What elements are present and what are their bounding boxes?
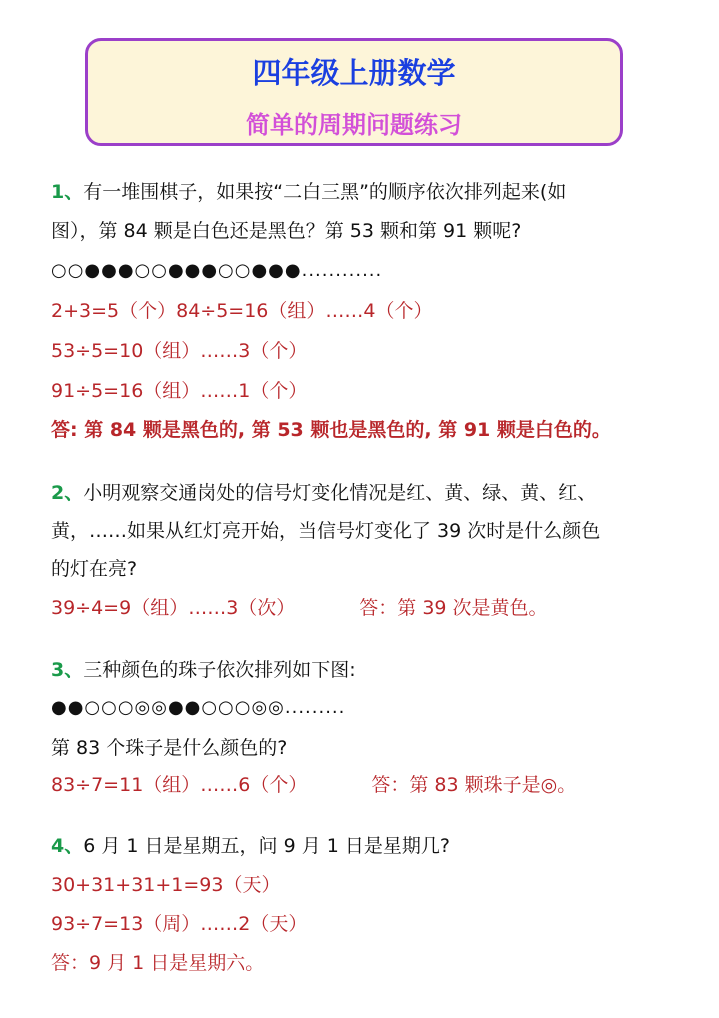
q1-answer: 答: 第 84 颗是黑色的, 第 53 颗也是黑色的, 第 91 颗是白色的。: [51, 419, 611, 441]
q3-solution-line: [51, 773, 576, 797]
q2-question-part-1: 小明观察交通岗处的信号灯变化情况是红、黄、绿、黄、红、: [83, 482, 597, 504]
q3-number: 3、: [51, 659, 84, 681]
q3-answer: 答：第 83 颗珠子是◎。: [371, 774, 577, 796]
q1-text-line-1: [51, 180, 566, 204]
q2-number: 2、: [51, 482, 84, 504]
q3-calc: 83÷7=11（组）……6（个）: [51, 774, 308, 796]
q2-question-part-2: 黄，……如果从红灯亮开始，当信号灯变化了 39 次时是什么颜色: [51, 520, 601, 542]
q2-question-part-3: 的灯在亮?: [51, 558, 138, 580]
q1-question-part-2: 图），第 84 颗是白色还是黑色？第 53 颗和第 91 颗呢?: [51, 220, 522, 242]
page-title: 四年级上册数学: [252, 56, 456, 90]
q1-calc-3: 91÷5=16（组）……1（个）: [51, 380, 308, 402]
q4-text-line-1: [51, 834, 450, 858]
q3-question-part-1: 三种颜色的珠子依次排列如下图:: [83, 659, 356, 681]
title-banner: [85, 38, 623, 146]
q4-answer: 答：9 月 1 日是星期六。: [51, 952, 265, 974]
q1-question-part-1: 有一堆围棋子，如果按“二白三黑”的顺序依次排列起来(如: [83, 181, 567, 203]
q1-calc-1: 2+3=5（个）84÷5=16（组）……4（个）: [51, 300, 433, 322]
q1-pattern: ○○●●●○○●●●○○●●●............: [51, 260, 383, 281]
q2-calc: 39÷4=9（组）……3（次）: [51, 597, 296, 619]
q4-question: 6 月 1 日是星期五，问 9 月 1 日是星期几?: [83, 835, 450, 857]
q1-calc-2: 53÷5=10（组）……3（个）: [51, 340, 308, 362]
q3-text-line-1: [51, 658, 356, 682]
q2-solution-line: [51, 596, 548, 620]
page-subtitle: 简单的周期问题练习: [246, 111, 462, 139]
q2-text-line-1: [51, 481, 596, 505]
q4-calc-2: 93÷7=13（周）……2（天）: [51, 913, 308, 935]
q4-number: 4、: [51, 835, 84, 857]
q3-pattern: ●●○○○◎◎●●○○○◎◎.........: [51, 697, 346, 718]
q1-number: 1、: [51, 181, 84, 203]
q2-answer: 答：第 39 次是黄色。: [359, 597, 548, 619]
q3-question-part-2: 第 83 个珠子是什么颜色的?: [51, 737, 288, 759]
q4-calc-1: 30+31+31+1=93（天）: [51, 874, 281, 896]
